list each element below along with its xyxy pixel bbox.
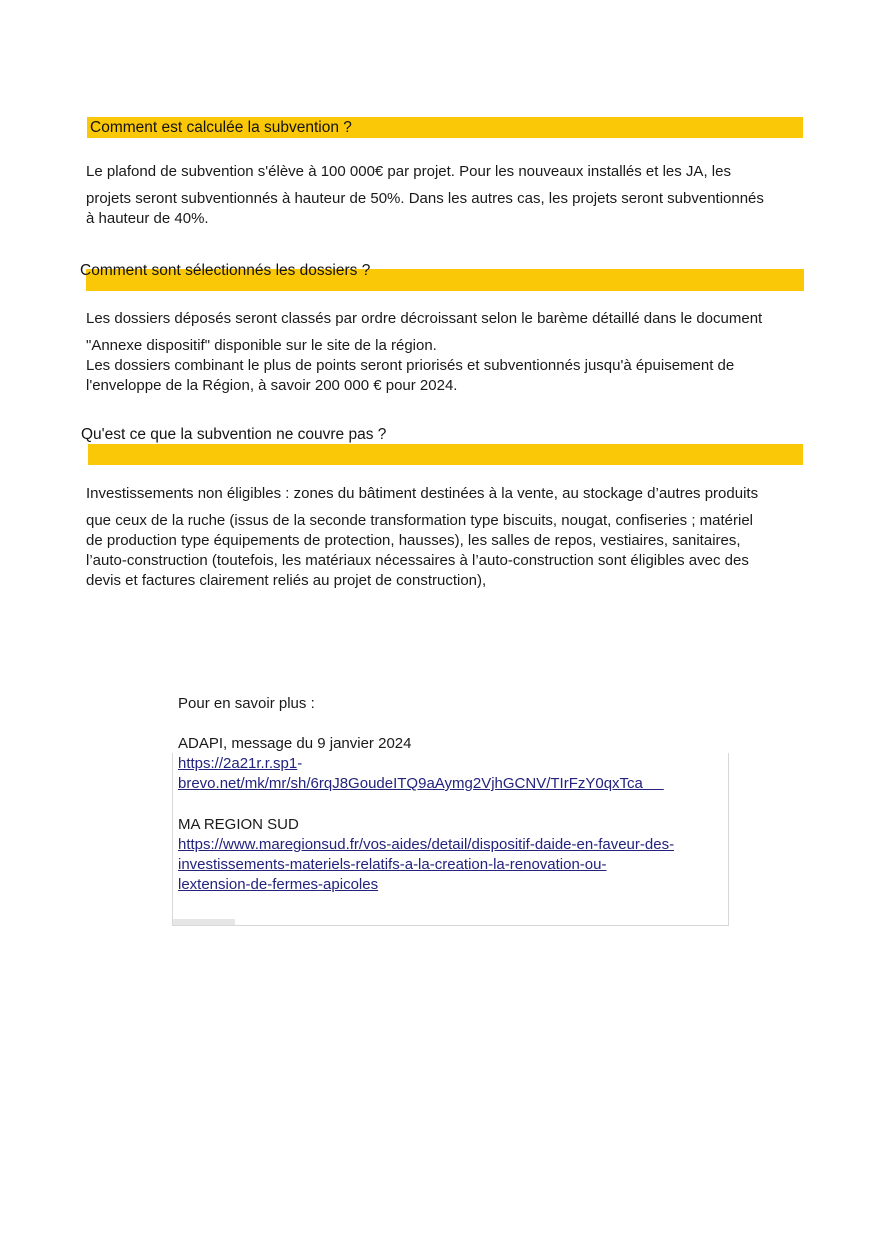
region-link-line-3 — [178, 875, 378, 895]
box-corner-shade — [173, 919, 235, 925]
region-link-line-1 — [178, 835, 674, 855]
adapi-link[interactable]: https://2a21r.r.sp1 — [178, 755, 298, 772]
paragraph-line: Les dossiers déposés seront classés par ordre décroissant selon le barème détaillé dans le document — [86, 310, 763, 327]
paragraph-line: de production type équipements de protection, hausses), les salles de repos, vestiaires, sanitaires, — [86, 532, 741, 549]
highlight-bar-3 — [88, 444, 803, 465]
paragraph-line: devis et factures clairement reliés au projet de construction), — [86, 572, 487, 589]
paragraph-line: à hauteur de 40%. — [86, 210, 209, 227]
section-heading-3: Qu'est ce que la subvention ne couvre pas ? — [81, 426, 387, 443]
region-link[interactable]: lextension-de-fermes-apicoles — [178, 876, 379, 893]
paragraph-line: que ceux de la ruche (issus de la seconde transformation type biscuits, nougat, confiseries ; matériel — [86, 512, 754, 529]
paragraph-line: Les dossiers combinant le plus de points seront priorisés et subventionnés jusqu'à épuisement de — [86, 357, 735, 374]
paragraph-2 — [86, 309, 762, 396]
adapi-link-hyphen: - — [297, 755, 303, 772]
adapi-link-line-1 — [178, 754, 302, 774]
section-heading-1: Comment est calculée la subvention ? — [90, 119, 352, 136]
paragraph-line: Investissements non éligibles : zones du bâtiment destinées à la vente, au stockage d’autres produits — [86, 485, 759, 502]
more-info-intro: Pour en savoir plus : — [178, 695, 315, 712]
paragraph-3 — [86, 484, 758, 591]
region-label: MA REGION SUD — [178, 816, 299, 833]
section-heading-2: Comment sont sélectionnés les dossiers ? — [80, 262, 371, 279]
paragraph-line: Le plafond de subvention s'élève à 100 000€ par projet. Pour les nouveaux installés et les JA, les — [86, 163, 731, 180]
region-link[interactable]: https://www.maregionsud.fr/vos-aides/detail/dispositif-daide-en-faveur-des- — [178, 836, 675, 853]
adapi-link[interactable]: brevo.net/mk/mr/sh/6rqJ8GoudeITQ9aAymg2VjhGCNV/TIrFzY0qxTca — [178, 775, 643, 792]
region-link-line-2 — [178, 855, 606, 875]
paragraph-line: projets seront subventionnés à hauteur de 50%. Dans les autres cas, les projets seront subventionnés — [86, 190, 764, 207]
paragraph-line: l'enveloppe de la Région, à savoir 200 000 € pour 2024. — [86, 377, 458, 394]
paragraph-1 — [86, 162, 764, 229]
region-link[interactable]: investissements-materiels-relatifs-a-la-creation-la-renovation-ou- — [178, 856, 607, 873]
adapi-link-line-2 — [178, 774, 664, 794]
adapi-label: ADAPI, message du 9 janvier 2024 — [178, 735, 412, 752]
paragraph-line: "Annexe dispositif" disponible sur le site de la région. — [86, 337, 437, 354]
paragraph-line: l’auto-construction (toutefois, les matériaux nécessaires à l’auto-construction sont éligibles avec des — [86, 552, 749, 569]
